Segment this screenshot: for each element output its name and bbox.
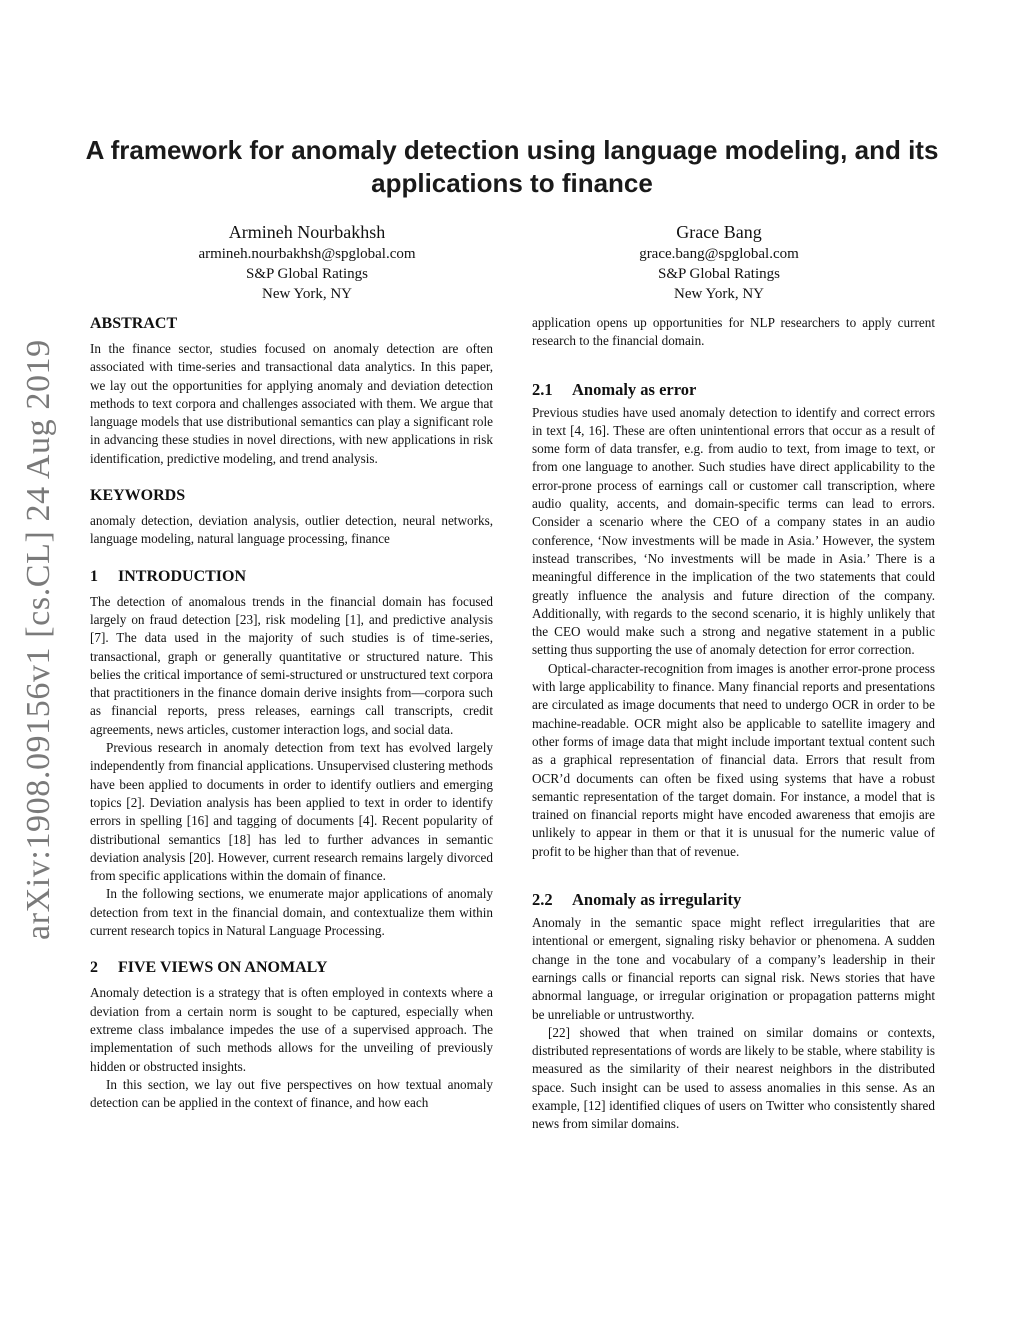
author-affiliation: S&P Global Ratings (246, 266, 368, 282)
author-block-1 (157, 220, 457, 304)
author-block-2 (569, 220, 869, 304)
section-title: Anomaly as error (572, 379, 697, 399)
right-column-intro: application opens up opportunities for NLP researchers to apply current research to the financial domain. (532, 315, 935, 349)
arxiv-identifier: arXiv:1908.09156v1 [cs.CL] 24 Aug 2019 (20, 339, 57, 940)
author-affiliation: S&P Global Ratings (658, 266, 780, 282)
author-email: grace.bang@spglobal.com (639, 246, 799, 262)
author-name: Grace Bang (676, 222, 762, 242)
anomaly-error-paragraph-1: Previous studies have used anomaly detection to identify and correct errors in text [4, 16]. These are often unintentional errors that occur as a result of some form of data transfer, e.g. from audio to text, from image to text, or from one language to another. Such studies have direct applicability to the error-prone process of earnings call or customer call transcription, where audio quality, accents, and domain-specific terms can lead to errors. Consider a scenario where the CEO of a company states in an audio conference, ‘Now investments will be made in Asia.’ However, the system instead transcribes, ‘No investments will be made in Asia.’ There is a meaningful difference in the implication of the two statements that could greatly influence the analysis and future direction of the company. Additionally, with regards to the second scenario, it is highly unlikely that the CEO would make such a strong and negative statement in a public setting thus supporting the use of anomaly detection for error correction. (532, 404, 935, 658)
section-number: 2 (90, 959, 98, 977)
author-location: New York, NY (673, 286, 764, 302)
section-title: INTRODUCTION (118, 567, 247, 585)
intro-heading (90, 567, 493, 587)
paper-title: A framework for anomaly detection using language modeling, and its applications to finance (85, 135, 939, 198)
five-views-heading (90, 958, 493, 978)
section-number: 2.1 (532, 379, 553, 399)
anomaly-irregularity-paragraph-1: Anomaly in the semantic space might reflect irregularities that are intentional or emergent, signaling risky behavior or phenomena. A sudden change in the tone and vocabulary of a company’s leadership in their earnings calls or financial reports can signal risk. News stories that have abnormal language, or irregular origination or propagation patterns might be unreliable or untrustworthy. (532, 915, 935, 1022)
anomaly-irregularity-heading (532, 889, 935, 911)
section-number: 1 (90, 567, 98, 585)
right-column (532, 314, 935, 1134)
abstract-text: In the finance sector, studies focused on anomaly detection are often associated with time-series and transactional data analytics. In this paper, we lay out the opportunities for applying anomaly and deviation detection methods to text corpora and challenges associated with them. We argue that language models that use distributional semantics can play a significant role in advancing these studies in novel directions, with new applications in risk identification, predictive modeling, and trend analysis. (90, 341, 493, 466)
keywords-text: anomaly detection, deviation analysis, outlier detection, neural networks, language modeling, natural language processing, finance (90, 513, 493, 547)
anomaly-irregularity-paragraph-2: [22] showed that when trained on similar domains or contexts, distributed representations of words are likely to be stable, where stability is measured as the similarity of their nearest neighbors in the distributed space. Such insight can be used to assess anomalies in this sense. As an example, [12] identified cliques of users on Twitter who consistently shared news from similar domains. (532, 1024, 935, 1132)
intro-paragraph-2: Previous research in anomaly detection from text has evolved largely independently from financial applications. Unsupervised clustering methods have been applied to documents in order to identify outliers and emerging topics [2]. Deviation analysis has been applied to text in order to identify errors in spelling [16] and tagging of documents [4]. Recent popularity of distributional semantics [18] has led to further advances in semantic deviation analysis [20]. However, current research remains largely divorced from specific applications within the domain of finance. (90, 740, 493, 884)
section-number: 2.2 (532, 890, 553, 910)
five-views-paragraph-2: In this section, we lay out five perspectives on how textual anomaly detection can be applied in the context of finance, and how each (90, 1076, 493, 1111)
author-email: armineh.nourbakhsh@spglobal.com (198, 246, 416, 262)
anomaly-error-heading (532, 379, 935, 401)
section-title: Anomaly as irregularity (572, 890, 742, 910)
author-location: New York, NY (261, 286, 352, 302)
five-views-paragraph-1: Anomaly detection is a strategy that is often employed in contexts where a deviation from a certain norm is sought to be captured, especially when extreme class imbalance impedes the use of a supervised approach. The implementation of such methods allows for the unveiling of previously hidden or obstructed insights. (90, 985, 493, 1074)
intro-paragraph-3: In the following sections, we enumerate major applications of anomaly detection from text in the financial domain, and contextualize them within current research topics in Natural Language Processing. (90, 886, 493, 939)
section-title: FIVE VIEWS ON ANOMALY (118, 959, 328, 977)
abstract-heading: ABSTRACT (90, 315, 178, 332)
intro-paragraph-1: The detection of anomalous trends in the financial domain has focused largely on fraud detection [23], risk modeling [1], and predictive analysis [7]. The data used in the majority of such studies is of time-series, transactional, graph or generally quantitative or structured nature. This belies the critical importance of semi-structured or unstructured text corpora that practitioners in the finance domain derive insights from—corpora such as financial reports, press releases, earnings call transcripts, credit agreements, news articles, customer interaction logs, and social data. (90, 593, 493, 737)
author-name: Armineh Nourbakhsh (228, 222, 386, 242)
anomaly-error-paragraph-2: Optical-character-recognition from images is another error-prone process with large applicability to finance. Many financial reports and presentations are circulated as image documents that need to undergo OCR in order to be machine-readable. OCR might also be applicable to satellite imagery and other forms of image data that might include important textual content such as a graphical representation of financial data. Errors that result from OCR’d documents can often be fixed using systems that have a robust semantic representation of the target domain. For instance, a model that is trained on financial reports might have encoded awareness that emojis are unlikely to appear in them or that it is unusual for the numeric value of profit to be higher than that of revenue. (532, 660, 935, 859)
keywords-heading: KEYWORDS (90, 487, 186, 505)
left-column (90, 314, 493, 1112)
